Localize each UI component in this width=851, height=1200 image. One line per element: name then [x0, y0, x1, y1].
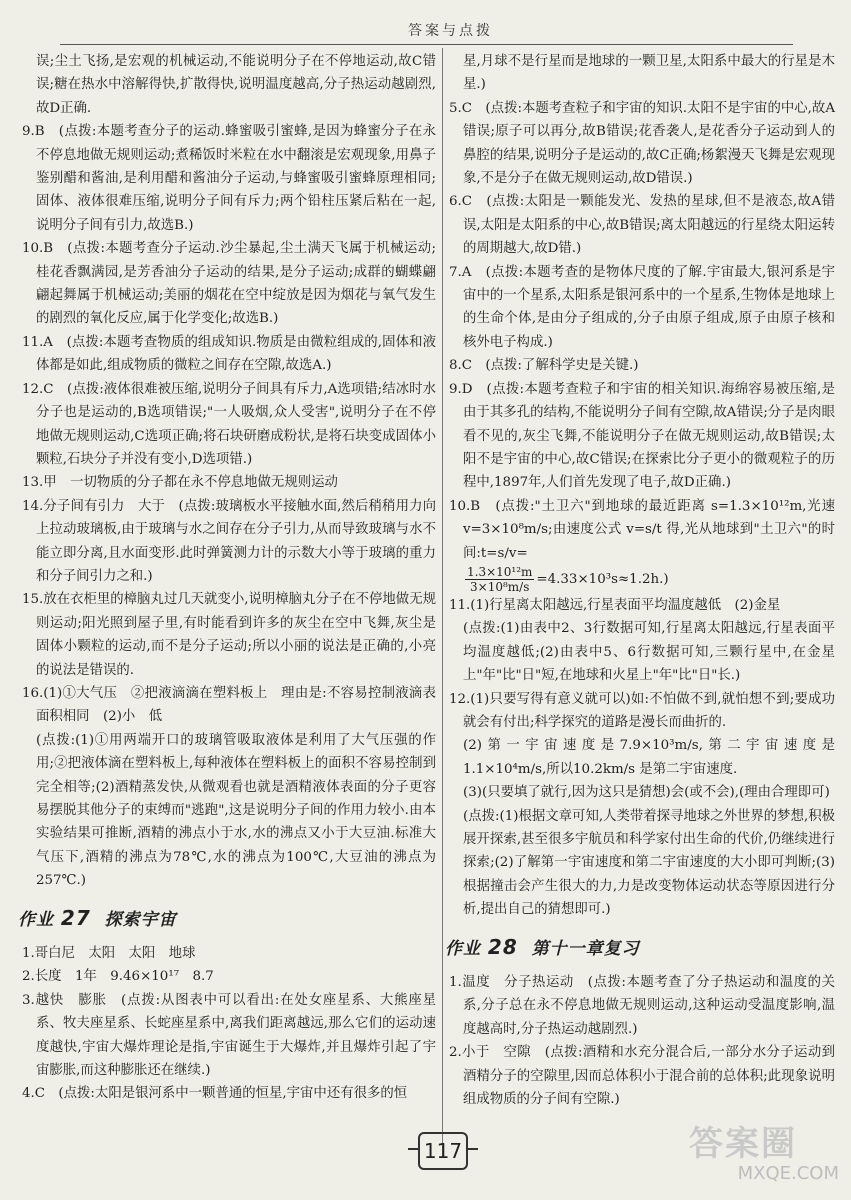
answer-9: 9.B (点拨:本题考查分子的运动.蜂蜜吸引蜜蜂,是因为蜂蜜分子在永不停息地做无规则运动;煮稀饭时米粒在水中翻滚是宏观现象,用鼻子鉴别醋和酱油,是利用醋和酱油分子运动,与蜂蜜吸引蜜蜂原理相同;固体、液体很难压缩,说明分子间有斥力;两个铅柱压紧后粘在一起,说明分子间有引力,故选B.)	[22, 124, 436, 233]
answer-1: 1.哥白尼 太阳 太阳 地球	[22, 946, 196, 962]
answer-10: 10.B (点拨:本题考查分子运动.沙尘暴起,尘土满天飞属于机械运动;桂花香飘满园,是芳香油分子运动的结果,是分子运动;成群的蝴蝶翩翩起舞属于机械运动;美丽的烟花在空中绽放是因为烟花与氧气发生的剧烈的氧化反应,属于化学变化;故选B.)	[22, 241, 436, 327]
section-name: 第十一章复习	[531, 938, 640, 959]
watermark-text: 答案圈	[689, 1124, 797, 1164]
answer-12-part3: (3)(只要填了就行,因为这只是猜想)会(或不会),(理由合理即可)	[463, 785, 830, 801]
answer-12-part2: (2)第一宇宙速度是7.9×10³m/s,第二宇宙速度是1.1×10⁴m/s,所以10.2km/s 是第二宇宙速度.	[463, 738, 835, 777]
header-title: 答案与点拨	[408, 23, 493, 39]
answer-2: 2.小于 空隙 (点拨:酒精和水充分混合后,一部分水分子运动到酒精分子的空隙里,因而总体积小于混合前的总体积;此现象说明组成物质的分子间有空隙.)	[449, 1045, 835, 1108]
answer-4: 4.C (点拨:太阳是银河系中一颗普通的恒星,宇宙中还有很多的恒	[22, 1086, 408, 1102]
answer-11-hint: (点拨:(1)由表中2、3行数据可知,行星离太阳越远,行星表面平均温度越低;(2)由表中5、6行数据可知,三颗行星中,在金星上"年"比"日"短,在地球和火星上"年"比"日"长.)	[463, 621, 835, 684]
watermark-logo	[689, 1124, 839, 1192]
answer-14: 14.分子间有引力 大于 (点拨:玻璃板水平接触水面,然后稍稍用力向上拉动玻璃板,由于玻璃与水之间存在分子引力,从而导致玻璃与水不能立即分离,且水面变形.此时弹簧测力计的示数大小等于玻璃的重力和分子间引力之和.)	[22, 498, 436, 584]
answer-5: 5.C (点拨:本题考查粒子和宇宙的知识.太阳不是宇宙的中心,故A错误;原子可以再分,故B错误;花香袭人,是花香分子运动到人的鼻腔的结果,说明分子是运动的,故C正确;杨絮漫天飞舞是宏观现象,不是分子在做无规则运动,故D错误.)	[449, 100, 835, 187]
answer-15: 15.放在衣柜里的樟脑丸过几天就变小,说明樟脑丸分子在不停地做无规则运动;阳光照到屋子里,有时能看到许多的灰尘在空中飞舞,灰尘是固体小颗粒的运动,而不是分子运动;所以小丽的说法是正确的,小亮的说法是错误的.	[22, 592, 436, 678]
answer-12-hint: (点拨:(1)根据文章可知,人类带着探寻地球之外世界的梦想,积极展开探索,甚至很多宇航员和科学家付出生命的代价,仍继续进行探索;(2)了解第一宇宙速度和第二宇宙速度的大小即可判断;(3)根据撞击会产生很大的力,力是改变物体运动状态等原因进行分析,提出自己的猜想即可.)	[463, 808, 835, 918]
section-number: 27	[60, 905, 91, 930]
answer-1: 1.温度 分子热运动 (点拨:本题考查了分子热运动和温度的关系,分子总在永不停息地做无规则运动,这种运动受温度影响,温度越高时,分子热运动越剧烈.)	[449, 975, 835, 1037]
column-divider	[442, 48, 443, 1158]
answer-paragraph: 误;尘土飞扬,是宏观的机械运动,不能说明分子在不停地运动,故C错误;糖在热水中溶解得快,扩散得快,说明温度越高,分子热运动越剧烈,故D正确.	[36, 54, 436, 116]
answer-13: 13.甲 一切物质的分子都在永不停息地做无规则运动	[22, 475, 338, 491]
section-label: 作业	[18, 909, 54, 930]
answer-12: 12.C (点拨:液体很难被压缩,说明分子间具有斥力,A选项错;结冰时水分子也是运动的,B选项错误;"一人吸烟,众人受害",说明分子在不停地做无规则运动,C选项正确;将石块研磨成粉状,是将石块变成固体小颗粒,石块分子并没有变小,D选项错.)	[22, 381, 436, 467]
page-header	[60, 10, 793, 45]
answer-16: 16.(1)①大气压 ②把液滴滴在塑料板上 理由是:不容易控制液滴表面积相同 (2)小 低	[22, 685, 436, 725]
answer-3: 3.越快 膨胀 (点拨:从图表中可以看出:在处女座星系、大熊座星系、牧夫座星系、长蛇座星系中,离我们距离越远,那么它们的运动速度越快,宇宙大爆炸理论是指,宇宙诞生于大爆炸,并且爆炸引起了宇宙膨胀,而这种膨胀还在继续.)	[22, 992, 436, 1079]
section-name: 探索宇宙	[104, 909, 177, 930]
section-number: 28	[487, 934, 518, 959]
answer-16-hint: (点拨:(1)①用两端开口的玻璃管吸取液体是利用了大气压强的作用;②把液体滴在塑料板上,每种液体在塑料板上的面积不容易控制到完全相等;(2)酒精蒸发快,从微观看也就是酒精液体表面的分子更容易摆脱其他分子的束缚而"逃跑",这是说明分子间的作用力较小.由本实验结果可推断,酒精的沸点小于水,水的沸点又小于大豆油.标准大气压下,酒精的沸点为78℃,水的沸点为100℃,大豆油的沸点为257℃.)	[36, 732, 436, 889]
answer-10-formula	[449, 565, 835, 594]
answer-2: 2.长度 1年 9.46×10¹⁷ 8.7	[22, 969, 214, 985]
section-title-28	[445, 936, 835, 961]
answer-11: 11.A (点拨:本题考查物质的组成知识.物质是由微粒组成的,固体和液体都是如此,组成物质的微粒之间存在空隙,故选A.)	[22, 334, 436, 374]
answer-6: 6.C (点拨:太阳是一颗能发光、发热的星球,但不是液态,故A错误,太阳是太阳系的中心,故B错误;离太阳越远的行星绕太阳运转的周期越大,故D错.)	[449, 194, 835, 257]
formula-result: =4.33×10³s≈1.2h.)	[536, 571, 669, 587]
fraction	[465, 565, 534, 594]
left-column	[18, 50, 436, 1106]
answer-10: 10.B (点拨:"土卫六"到地球的最近距离 s=1.3×10¹²m,光速 v=3×10⁸m/s;由速度公式 v=s/t 得,光从地球到"土卫六"的时间:t=s/v=	[449, 498, 835, 561]
page-number: 117	[418, 1132, 468, 1170]
watermark-url: MXQE.COM	[737, 1163, 839, 1184]
answer-7: 7.A (点拨:本题考查的是物体尺度的了解.宇宙最大,银河系是宇宙中的一个星系,太阳系是银河系中的一个星系,生物体是地球上的生命个体,是由分子组成的,分子由原子组成,原子由原子核和核外电子构成.)	[449, 264, 835, 350]
answer-9: 9.D (点拨:本题考查粒子和宇宙的相关知识.海绵容易被压缩,是由于其多孔的结构,不能说明分子间有空隙,故A错误;分子是肉眼看不见的,灰尘飞舞,不能说明分子在做无规则运动,故B错误;太阳不是宇宙的中心,故C错误;在探索比分子更小的微观粒子的历程中,1897年,人们首先发现了电子,故D正确.)	[449, 381, 835, 491]
answer-paragraph: 星,月球不是行星而是地球的一颗卫星,太阳系中最大的行星是木星.)	[463, 54, 835, 93]
answer-11: 11.(1)行星离太阳越远,行星表面平均温度越低 (2)金星	[449, 597, 781, 613]
fraction-denominator: 3×10⁸m/s	[470, 579, 530, 594]
answer-12: 12.(1)只要写得有意义就可以)如:不怕做不到,就怕想不到;要成功就会有付出;科学探究的道路是漫长而曲折的.	[449, 691, 835, 730]
right-column	[445, 50, 835, 1111]
answer-8: 8.C (点拨:了解科学史是关键.)	[449, 358, 639, 374]
section-label: 作业	[445, 938, 481, 959]
section-title-27	[18, 907, 436, 932]
fraction-numerator: 1.3×10¹²m	[467, 564, 533, 579]
